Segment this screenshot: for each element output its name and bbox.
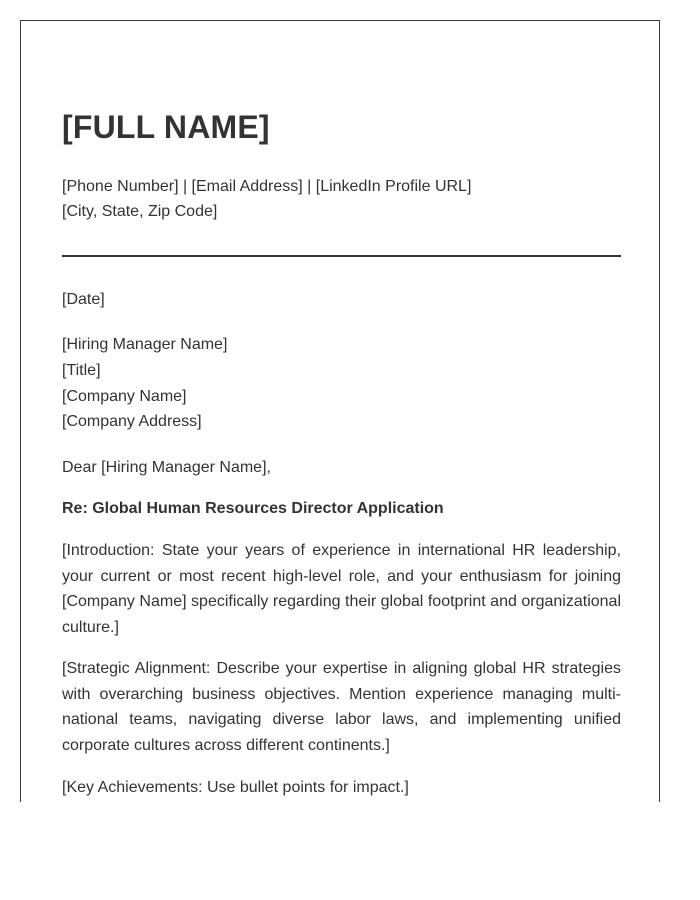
recipient-title: [Title] bbox=[62, 362, 101, 379]
recipient-company: [Company Name] bbox=[62, 388, 187, 405]
introduction-paragraph: [Introduction: State your years of experience in international HR leadership, your current or most recent high-level role, and your enthusiasm for joining [Company Name] specifically regarding their global footprint and organizational culture.] bbox=[62, 542, 621, 636]
recipient-address: [Company Address] bbox=[62, 413, 202, 430]
applicant-full-name: [FULL NAME] bbox=[62, 109, 270, 145]
header-divider bbox=[62, 255, 621, 257]
letter-date: [Date] bbox=[62, 291, 105, 308]
location-line: [City, State, Zip Code] bbox=[62, 203, 218, 220]
strategic-alignment-paragraph: [Strategic Alignment: Describe your expertise in aligning global HR strategies with overarching business objectives. Mention experience managing multi-national teams, navigating diverse labor laws, and implementing unified corporate cultures across different continents.] bbox=[62, 660, 621, 754]
letter-page bbox=[20, 20, 660, 802]
recipient-name: [Hiring Manager Name] bbox=[62, 336, 228, 353]
contact-info-line: [Phone Number] | [Email Address] | [LinkedIn Profile URL] bbox=[62, 178, 472, 195]
salutation: Dear [Hiring Manager Name], bbox=[62, 459, 271, 476]
key-achievements-paragraph: [Key Achievements: Use bullet points for impact.] bbox=[62, 779, 409, 796]
subject-line: Re: Global Human Resources Director Application bbox=[62, 500, 444, 517]
